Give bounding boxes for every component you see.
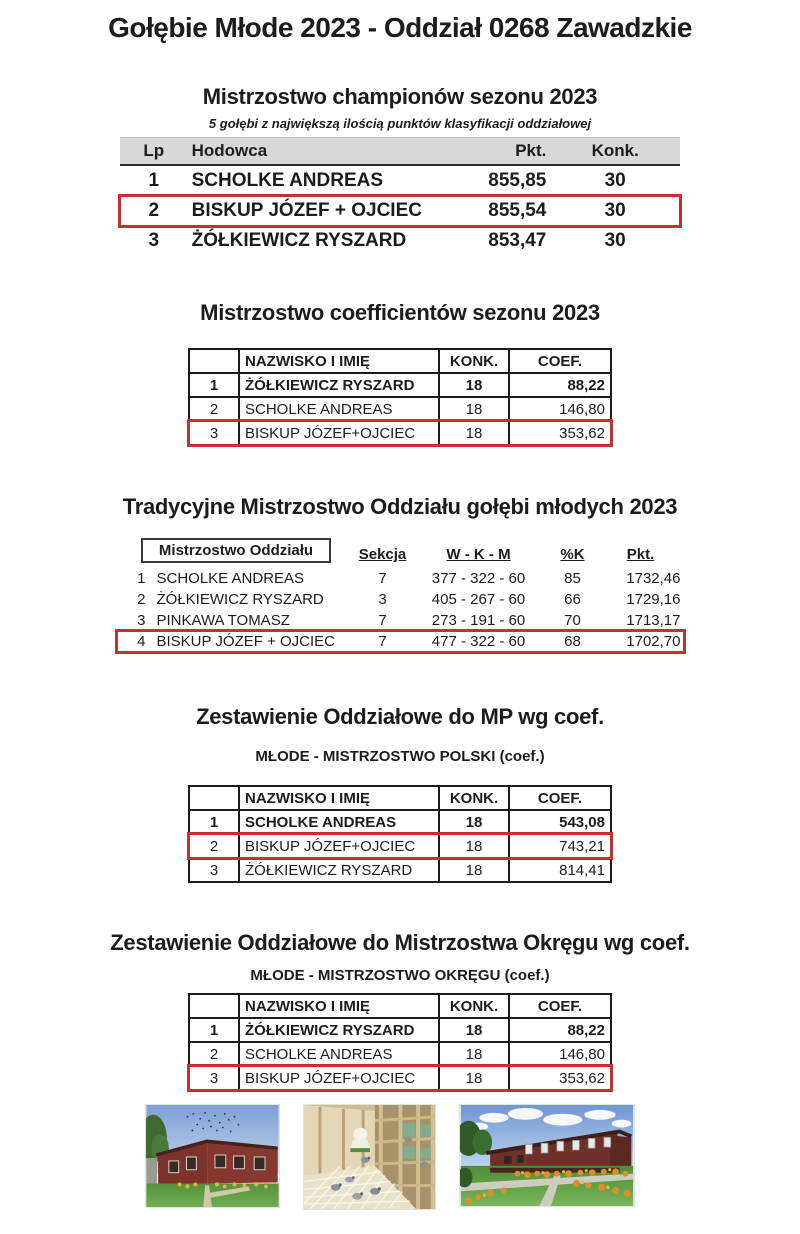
section-traditional [0,494,800,652]
champions-table [120,137,680,256]
table-row-highlighted: 4 BISKUP JÓZEF + OJCIEC 7 477 - 322 - 60 68 1702,70 [117,631,684,652]
table-header-row [120,138,680,166]
section-mp [0,704,800,883]
col-coef: COEF. [509,349,611,373]
col-konk: KONK. [439,994,509,1018]
table-row: 1 SCHOLKE ANDREAS 18 543,08 [189,810,611,834]
section-subtitle-mp: MŁODE - MISTRZOSTWO POLSKI (coef.) [255,748,545,765]
loft-exterior-garden-photo [459,1104,635,1207]
table-row: 2 SCHOLKE ANDREAS 18 146,80 [189,397,611,421]
col-name: NAZWISKO I IMIĘ [239,994,439,1018]
col-sekcja: Sekcja [358,546,407,563]
col-pkt: Pkt. [447,138,551,166]
col-pk: %K [560,546,585,563]
mp-table [188,785,612,883]
col-pkt: Pkt. [626,546,655,563]
table-row-highlighted: 2 BISKUP JÓZEF+OJCIEC 18 743,21 [189,834,611,858]
col-name: NAZWISKO I IMIĘ [239,349,439,373]
table-header-row [189,994,611,1018]
col-lp: Lp [120,138,188,166]
col-coef: COEF. [509,786,611,810]
photo-row [145,1104,800,1210]
col-konk: KONK. [439,349,509,373]
col-hodowca: Hodowca [188,138,447,166]
section-subtitle-okreg: MŁODE - MISTRZOSTWO OKRĘGU (coef.) [250,967,550,984]
section-title-champions: Mistrzostwo championów sezonu 2023 [202,84,598,109]
table-row: 1 SCHOLKE ANDREAS 7 377 - 322 - 60 85 1732,46 [137,570,681,587]
col-empty [189,349,239,373]
loft-exterior-courtyard-photo [145,1104,280,1208]
section-okreg [0,930,800,1091]
table-row: 1 ŻÓŁKIEWICZ RYSZARD 18 88,22 [189,373,611,397]
section-title-mp: Zestawienie Oddziałowe do MP wg coef. [196,704,604,729]
coefficients-table [188,348,612,446]
table-header-row [117,538,684,568]
table-row-highlighted: 3 BISKUP JÓZEF+OJCIEC 18 353,62 [189,1066,611,1090]
section-title-traditional: Tradycyjne Mistrzostwo Oddziału gołębi młodych 2023 [122,494,678,519]
col-konk: KONK. [439,786,509,810]
table-row: 2 ŻÓŁKIEWICZ RYSZARD 3 405 - 267 - 60 66 1729,16 [137,591,681,608]
loft-interior-photo [303,1104,436,1210]
col-name: NAZWISKO I IMIĘ [239,786,439,810]
section-coefficients [0,300,800,446]
col-empty [189,786,239,810]
table-header-row [189,349,611,373]
section-title-coefficients: Mistrzostwo coefficientów sezonu 2023 [200,300,600,325]
col-coef: COEF. [509,994,611,1018]
table-row-highlighted: 2 BISKUP JÓZEF + OJCIEC 855,54 30 [120,196,680,226]
okreg-table [188,993,612,1091]
table-row-highlighted: 3 BISKUP JÓZEF+OJCIEC 18 353,62 [189,421,611,445]
traditional-table [117,538,684,652]
section-subtitle-champions: 5 gołębi z największą ilością punktów klasyfikacji oddziałowej [208,116,592,131]
col-wkm: W - K - M [446,546,511,563]
col-empty [189,994,239,1018]
table-row: 1 ŻÓŁKIEWICZ RYSZARD 18 88,22 [189,1018,611,1042]
col-konk: Konk. [550,138,680,166]
section-champions [0,84,800,256]
page-title: Gołębie Młode 2023 - Oddział 0268 Zawadzkie [108,12,692,43]
table-row: 3 ŻÓŁKIEWICZ RYSZARD 853,47 30 [148,230,626,251]
table-row: 1 SCHOLKE ANDREAS 855,85 30 [148,170,626,191]
table-row: 2 SCHOLKE ANDREAS 18 146,80 [189,1042,611,1066]
table-row: 3 PINKAWA TOMASZ 7 273 - 191 - 60 70 1713,17 [137,612,681,629]
table-header-row [189,786,611,810]
table-row: 3 ŻÓŁKIEWICZ RYSZARD 18 814,41 [189,858,611,882]
section-title-okreg: Zestawienie Oddziałowe do Mistrzostwa Okręgu wg coef. [110,930,690,955]
table-box-label: Mistrzostwo Oddziału [141,538,331,563]
water-drinker [353,1128,367,1142]
